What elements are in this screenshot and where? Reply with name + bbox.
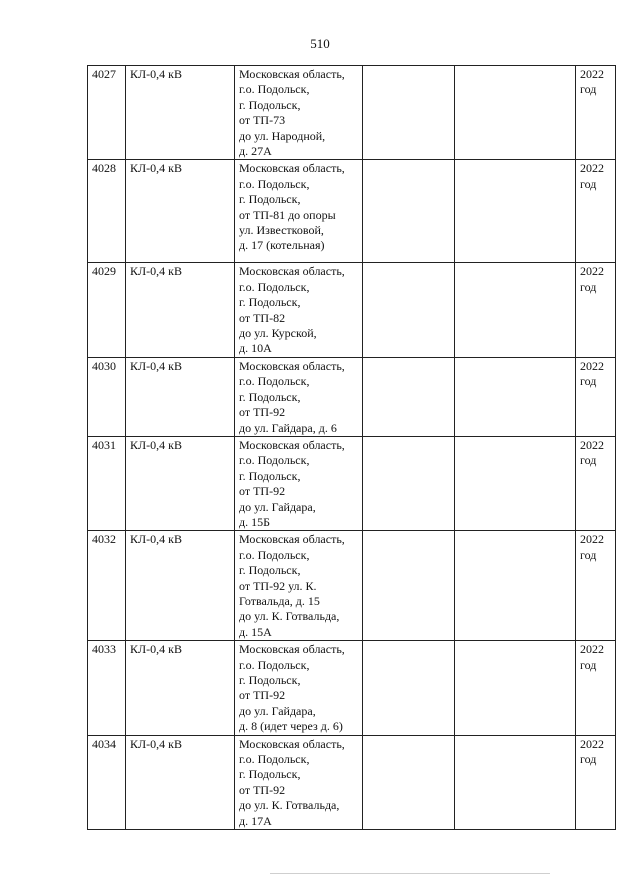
address-cell: [235, 641, 363, 735]
address-line: Московская область,: [239, 532, 345, 547]
year-line: год: [580, 176, 597, 191]
address-line: г. Подольск,: [239, 192, 301, 207]
empty-cell: [363, 357, 455, 436]
year-cell: [576, 263, 616, 357]
empty-cell: [363, 531, 455, 641]
empty-cell: [455, 160, 576, 263]
row-number-cell: 4034: [88, 735, 126, 829]
row-number-cell: 4027: [88, 66, 126, 160]
line-type-cell: КЛ-0,4 кВ: [126, 357, 235, 436]
address-line: до ул. Курской,: [239, 326, 317, 341]
year-line: год: [580, 374, 597, 389]
address-line: от ТП-92: [239, 688, 286, 703]
address-line: Московская область,: [239, 437, 345, 452]
address-cell: [235, 263, 363, 357]
year-cell: [576, 436, 616, 530]
row-number-cell: 4029: [88, 263, 126, 357]
row-number-cell: 4032: [88, 531, 126, 641]
year-cell: [576, 66, 616, 160]
address-line: г. Подольск,: [239, 673, 301, 687]
year-cell: [576, 531, 616, 641]
line-type-cell: КЛ-0,4 кВ: [126, 66, 235, 160]
address-line: до ул. Гайдара,: [239, 499, 316, 514]
address-line: до ул. Гайдара,: [239, 703, 316, 718]
row-number-cell: 4033: [88, 641, 126, 735]
address-line: г.о. Подольск,: [239, 82, 310, 97]
address-line: от ТП-92: [239, 484, 286, 499]
address-line: до ул. К. Готвальда,: [239, 609, 340, 624]
address-line: д. 15А: [239, 624, 272, 639]
address-line: от ТП-73: [239, 113, 286, 128]
address-line: от ТП-92: [239, 782, 286, 797]
address-line: от ТП-81 до опоры: [239, 207, 336, 222]
table-body: [88, 66, 616, 830]
address-cell: [235, 436, 363, 530]
address-line: до ул. К. Готвальда,: [239, 798, 340, 813]
address-line: от ТП-92: [239, 405, 286, 420]
address-line: г.о. Подольск,: [239, 752, 310, 767]
empty-cell: [455, 436, 576, 530]
page-number: 510: [310, 36, 330, 51]
year-line: 2022: [580, 161, 604, 176]
empty-cell: [363, 436, 455, 530]
address-line: Готвальда, д. 15: [239, 593, 320, 608]
address-line: ул. Известковой,: [239, 223, 324, 238]
empty-cell: [363, 641, 455, 735]
line-type-cell: КЛ-0,4 кВ: [126, 436, 235, 530]
line-type-cell: КЛ-0,4 кВ: [126, 160, 235, 263]
address-line: Московская область,: [239, 161, 345, 176]
address-line: г. Подольск,: [239, 468, 301, 483]
empty-cell: [455, 641, 576, 735]
year-line: год: [580, 547, 597, 562]
line-type-cell: КЛ-0,4 кВ: [126, 531, 235, 641]
table-row: [88, 357, 616, 436]
row-number-cell: 4030: [88, 357, 126, 436]
year-line: 2022: [580, 264, 604, 279]
address-line: Московская область,: [239, 67, 345, 81]
address-line: от ТП-82: [239, 310, 286, 325]
address-cell: [235, 735, 363, 829]
address-line: г.о. Подольск,: [239, 547, 310, 562]
table-row: [88, 531, 616, 641]
address-line: д. 27А: [239, 144, 272, 159]
address-line: от ТП-92 ул. К.: [239, 578, 317, 593]
table-row: [88, 66, 616, 160]
empty-cell: [363, 66, 455, 160]
empty-cell: [455, 735, 576, 829]
address-line: г. Подольск,: [239, 767, 301, 782]
row-number-cell: 4028: [88, 160, 126, 263]
address-line: г. Подольск,: [239, 389, 301, 404]
empty-cell: [455, 263, 576, 357]
empty-cell: [455, 531, 576, 641]
address-cell: [235, 66, 363, 160]
address-line: г. Подольск,: [239, 563, 301, 578]
year-line: год: [580, 279, 597, 294]
empty-cell: [363, 160, 455, 263]
table-row: [88, 436, 616, 530]
line-type-cell: КЛ-0,4 кВ: [126, 263, 235, 357]
address-cell: [235, 357, 363, 436]
address-line: до ул. Народной,: [239, 128, 326, 143]
address-line: д. 17А: [239, 813, 272, 828]
address-line: г.о. Подольск,: [239, 453, 310, 468]
year-line: год: [580, 657, 597, 672]
address-line: Московская область,: [239, 736, 345, 751]
address-line: г.о. Подольск,: [239, 374, 310, 389]
year-line: 2022: [580, 437, 604, 452]
scan-artifact-line: [270, 873, 550, 874]
address-line: г. Подольск,: [239, 295, 301, 310]
year-line: год: [580, 752, 597, 767]
empty-cell: [363, 263, 455, 357]
address-cell: [235, 531, 363, 641]
year-line: 2022: [580, 642, 604, 657]
address-line: д. 15Б: [239, 514, 270, 529]
line-type-cell: КЛ-0,4 кВ: [126, 735, 235, 829]
address-line: до ул. Гайдара, д. 6: [239, 420, 337, 435]
address-line: г.о. Подольск,: [239, 657, 310, 672]
table-row: [88, 263, 616, 357]
table-row: [88, 641, 616, 735]
address-line: д. 10А: [239, 341, 272, 356]
address-line: г. Подольск,: [239, 97, 301, 112]
year-cell: [576, 735, 616, 829]
address-line: Московская область,: [239, 642, 345, 657]
table-row: [88, 160, 616, 263]
year-line: год: [580, 82, 597, 97]
address-line: Московская область,: [239, 358, 345, 373]
empty-cell: [455, 66, 576, 160]
year-line: 2022: [580, 532, 604, 547]
table-row: [88, 735, 616, 829]
row-number-cell: 4031: [88, 436, 126, 530]
year-cell: [576, 641, 616, 735]
line-type-cell: КЛ-0,4 кВ: [126, 641, 235, 735]
address-cell: [235, 160, 363, 263]
address-line: д. 8 (идет через д. 6): [239, 719, 343, 734]
objects-table: [87, 65, 616, 830]
address-line: Московская область,: [239, 264, 345, 279]
empty-cell: [455, 357, 576, 436]
address-line: г.о. Подольск,: [239, 176, 310, 191]
year-cell: [576, 160, 616, 263]
address-line: д. 17 (котельная): [239, 238, 325, 253]
year-line: 2022: [580, 358, 604, 373]
year-cell: [576, 357, 616, 436]
empty-cell: [363, 735, 455, 829]
year-line: 2022: [580, 736, 604, 751]
address-line: г.о. Подольск,: [239, 279, 310, 294]
year-line: год: [580, 453, 597, 468]
year-line: 2022: [580, 67, 604, 81]
